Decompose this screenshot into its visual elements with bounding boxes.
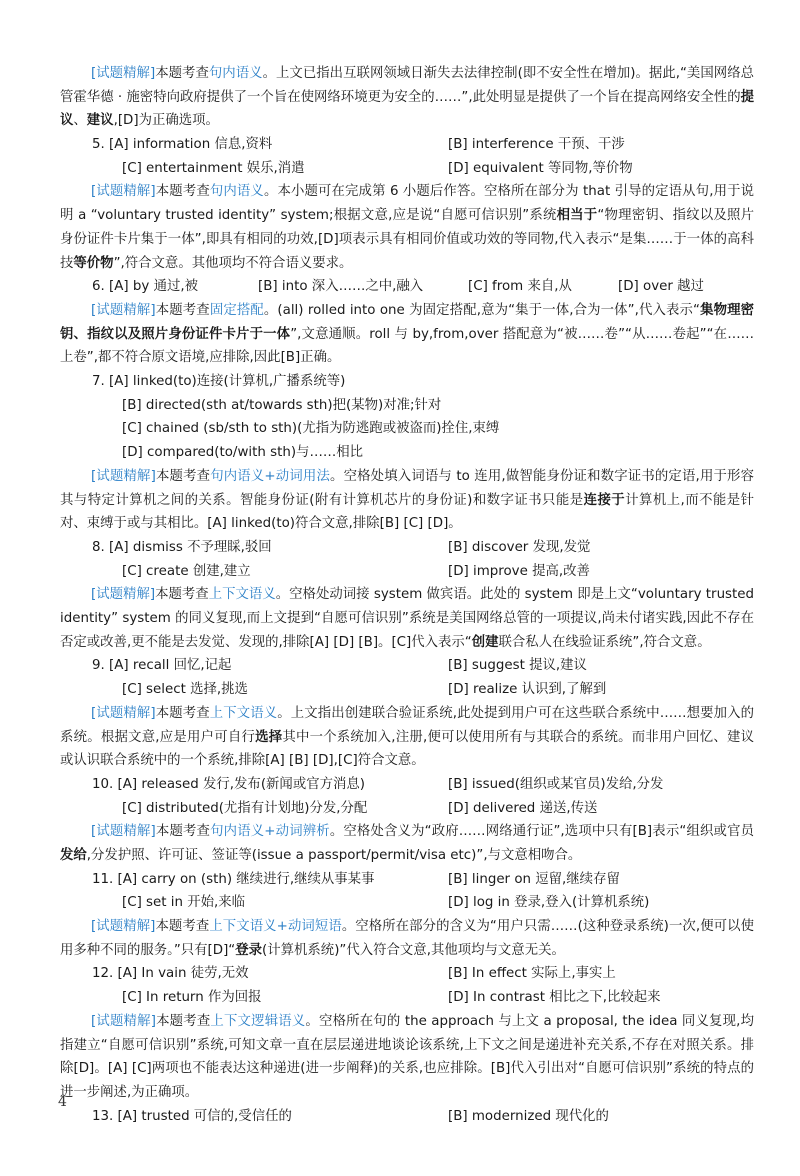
analysis-8: [试题精解]本题考查上下文语义。空格处动词接 system 做宾语。此处的 system 即是上文“voluntary trusted identity” system 的同义复现,而上文提到“自愿可信识别”系统是美国网络总管的一项提议,尚未付诸实践,因此不存在否定或改善,更不能是去发觉、发现的,排除[A] [D] [B]。[C]代入表示“创建联合私人在线验证系统”,符合文意。 xyxy=(60,587,759,650)
option-b: [B] modernized 现代化的 xyxy=(448,1108,609,1124)
analysis-keyword: 上下文语义 xyxy=(209,705,278,721)
option-c: [C] create 创建,建立 xyxy=(122,563,251,579)
analysis-tag: [试题精解] xyxy=(91,184,156,200)
analysis-tag: [试题精解] xyxy=(91,587,156,603)
question-13-options xyxy=(60,1105,754,1129)
analysis-keyword: 句内语义+动词用法 xyxy=(210,468,331,484)
analysis-12: [试题精解]本题考查上下文逻辑语义。空格所在句的 the approach 与上文 a proposal, the idea 同义复现,均指建立“自愿可信识别”系统,可知文章一直在层层递进地谈论该系统,上下文之间是递进补充关系,不存在对照关系。排除[D]。[A] [C]两项也不能表达这种递进(进一步阐释)的关系,也应排除。[B]代入引出对“自愿可信识别”系统的特点的进一步阐述,为正确项。 xyxy=(60,1013,755,1100)
option-b: [B] issued(组织或某官员)发给,分发 xyxy=(448,776,664,792)
analysis-5: [试题精解]本题考查句内语义。本小题可在完成第 6 小题后作答。空格所在部分为 that 引导的定语从句,用于说明 a “voluntary trusted identity” system;根据文意,应是说“自愿可信识别”系统相当于“物理密钥、指纹以及照片身份证件卡片集于一体”,即具有相同的功效,[D]项表示具有相同价值或功效的等同物,代入表示“是集……于一体的高科技等价物”,符合文意。其他项均不符合语义要求。 xyxy=(60,184,755,271)
question-5-options xyxy=(60,133,754,180)
option-a: 10. [A] released 发行,发布(新闻或官方消息) xyxy=(92,776,366,792)
option-a: 9. [A] recall 回忆,记起 xyxy=(92,658,232,674)
question-9-options xyxy=(60,654,754,701)
option-b: [B] interference 干预、干涉 xyxy=(448,137,625,153)
option-a: 7. [A] linked(to)连接(计算机,广播系统等) xyxy=(92,374,346,390)
option-a: 12. [A] In vain 徒劳,无效 xyxy=(92,966,249,982)
option-c: [C] In return 作为回报 xyxy=(122,990,262,1006)
analysis-tag: [试题精解] xyxy=(91,302,156,318)
analysis-10: [试题精解]本题考查句内语义+动词辨析。空格处含义为“政府……网络通行证”,选项中只有[B]表示“组织或官员发给,分发护照、许可证、签证等(issue a passport/permit/visa etc)”,与文意相吻合。 xyxy=(60,824,755,863)
option-d: [D] delivered 递送,传送 xyxy=(448,800,598,816)
analysis-keyword: 句内语义 xyxy=(209,184,264,200)
analysis-tag: [试题精解] xyxy=(91,66,156,81)
analysis-keyword: 上下文语义 xyxy=(208,587,276,603)
option-b: [B] directed(sth at/towards sth)把(某物)对准;针对 xyxy=(122,397,442,413)
question-10-options xyxy=(60,773,754,820)
option-b: [B] into 深入……之中,融入 xyxy=(258,279,424,295)
question-6-options xyxy=(60,275,754,299)
analysis-keyword: 上下文逻辑语义 xyxy=(210,1013,306,1029)
option-c: [C] entertainment 娱乐,消遣 xyxy=(122,160,305,176)
option-d: [D] compared(to/with sth)与……相比 xyxy=(122,445,364,461)
question-8-options xyxy=(60,536,754,583)
option-c: [C] from 来自,从 xyxy=(468,279,572,295)
option-a: 11. [A] carry on (sth) 继续进行,继续从事某事 xyxy=(92,871,375,887)
option-d: [D] over 越过 xyxy=(618,279,704,295)
question-7-options xyxy=(60,370,754,465)
option-d: [D] log in 登录,登入(计算机系统) xyxy=(448,895,650,911)
option-b: [B] suggest 提议,建议 xyxy=(448,658,587,674)
question-11-options xyxy=(60,868,754,915)
option-c: [C] select 选择,挑选 xyxy=(122,682,248,698)
analysis-9: [试题精解]本题考查上下文语义。上文指出创建联合验证系统,此处提到用户可在这些联合系统中……想要加入的系统。根据文意,应是用户可自行选择其中一个系统加入,注册,便可以使用所有与其联合的系统。而非用户回忆、建议或认识联合系统中的一个系统,排除[A] [B] [D],[C]符合文意。 xyxy=(60,705,755,769)
option-a: 8. [A] dismiss 不予理睬,驳回 xyxy=(92,539,272,555)
option-a: 5. [A] information 信息,资料 xyxy=(92,137,273,153)
analysis-tag: [试题精解] xyxy=(91,919,156,935)
analysis-tag: [试题精解] xyxy=(91,824,156,840)
option-b: [B] In effect 实际上,事实上 xyxy=(448,966,616,982)
analysis-6: [试题精解]本题考查固定搭配。(all) rolled into one 为固定搭配,意为“集于一体,合为一体”,代入表示“集物理密钥、指纹以及照片身份证件卡片于一体”,文意通顺。roll 与 by,from,over 搭配意为“被……卷”“从……卷起”“在……上卷”,都不符合原文语境,应排除,因此[B]正确。 xyxy=(60,302,755,366)
analysis-keyword: 句内语义 xyxy=(208,66,263,81)
question-12-options xyxy=(60,962,754,1009)
analysis-tag: [试题精解] xyxy=(91,1013,156,1029)
analysis-11: [试题精解]本题考查上下文语义+动词短语。空格所在部分的含义为“用户只需……(这种登录系统)一次,便可以使用多种不同的服务。”只有[D]“登录(计算机系统)”代入符合文意,其他项均与文意无关。 xyxy=(60,919,755,958)
option-d: [D] equivalent 等同物,等价物 xyxy=(448,160,633,176)
option-c: [C] distributed(尤指有计划地)分发,分配 xyxy=(122,800,368,816)
option-d: [D] realize 认识到,了解到 xyxy=(448,682,607,698)
option-a: 6. [A] by 通过,被 xyxy=(92,279,199,295)
analysis-keyword: 句内语义+动词辨析 xyxy=(210,824,330,840)
analysis-7: [试题精解]本题考查句内语义+动词用法。空格处填入词语与 to 连用,做智能身份证和数字证书的定语,用于形容其与特定计算机之间的关系。智能身份证(附有计算机芯片的身份证)和数字证书只能是连接于计算机上,而不能是针对、束缚于或与其相比。[A] linked(to)符合文意,排除[B] [C] [D]。 xyxy=(60,468,755,532)
analysis-keyword: 固定搭配 xyxy=(209,302,264,318)
analysis-keyword: 上下文语义+动词短语 xyxy=(209,919,342,935)
option-b: [B] linger on 逗留,继续存留 xyxy=(448,871,620,887)
option-a: 13. [A] trusted 可信的,受信任的 xyxy=(92,1108,292,1124)
analysis-4: [试题精解]本题考查句内语义。上文已指出互联网领域日渐失去法律控制(即不安全性在增加)。据此,“美国网络总管霍华德 · 施密特向政府提供了一个旨在使网络环境更为安全的……”,此处明显是提供了一个旨在提高网络安全性的提议、建议,[D]为正确选项。 xyxy=(60,66,755,129)
page-number: 4 xyxy=(58,1094,67,1110)
analysis-tag: [试题精解] xyxy=(91,705,156,721)
option-c: [C] chained (sb/sth to sth)(尤指为防逃跑或被盗而)拴住,束缚 xyxy=(122,421,500,437)
option-c: [C] set in 开始,来临 xyxy=(122,895,246,911)
analysis-tag: [试题精解] xyxy=(91,468,156,484)
option-d: [D] In contrast 相比之下,比较起来 xyxy=(448,990,661,1006)
option-d: [D] improve 提高,改善 xyxy=(448,563,590,579)
option-b: [B] discover 发现,发觉 xyxy=(448,539,591,555)
